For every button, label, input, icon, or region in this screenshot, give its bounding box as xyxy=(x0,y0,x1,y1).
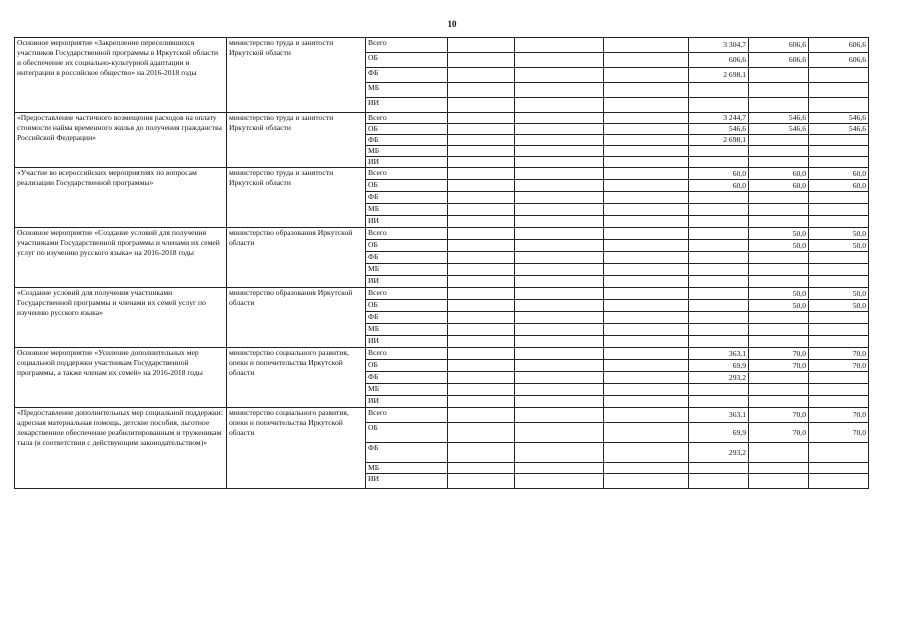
amount-cell: 606,6 xyxy=(749,53,809,68)
amount-cell xyxy=(689,83,749,98)
amount-cell xyxy=(809,252,869,264)
amount-cell xyxy=(809,98,869,113)
amount-cell xyxy=(749,157,809,168)
executor: министерство труда и занятости Иркутской области xyxy=(227,38,366,113)
funding-source: ИИ xyxy=(366,216,448,228)
amount-cell xyxy=(689,157,749,168)
amount-cell xyxy=(515,204,604,216)
amount-cell xyxy=(689,474,749,489)
amount-cell xyxy=(749,264,809,276)
amount-cell xyxy=(809,443,869,463)
amount-cell: 60,0 xyxy=(689,168,749,180)
amount-cell: 60,0 xyxy=(809,168,869,180)
measure-name: Основное мероприятие «Усиление дополнительных мер социальной поддержки участникам Государственной программы, а также членам их семей» на 2016-2018 годы xyxy=(15,348,227,408)
amount-cell xyxy=(604,157,689,168)
amount-cell xyxy=(689,384,749,396)
amount-cell xyxy=(749,216,809,228)
executor: министерство образования Иркутской области xyxy=(227,288,366,348)
amount-cell: 606,6 xyxy=(809,38,869,53)
amount-cell xyxy=(515,396,604,408)
amount-cell xyxy=(604,312,689,324)
amount-cell xyxy=(689,228,749,240)
amount-cell xyxy=(749,463,809,474)
amount-cell xyxy=(809,463,869,474)
amount-cell: 50,0 xyxy=(809,300,869,312)
amount-cell xyxy=(749,83,809,98)
table-row xyxy=(15,113,869,124)
amount-cell xyxy=(515,146,604,157)
funding-source: МБ xyxy=(366,324,448,336)
funding-source: ИИ xyxy=(366,474,448,489)
amount-cell xyxy=(809,396,869,408)
amount-cell xyxy=(689,463,749,474)
funding-source: МБ xyxy=(366,463,448,474)
amount-cell xyxy=(515,463,604,474)
amount-cell xyxy=(448,408,515,423)
amount-cell xyxy=(448,443,515,463)
amount-cell xyxy=(749,98,809,113)
amount-cell xyxy=(809,157,869,168)
amount-cell xyxy=(448,396,515,408)
amount-cell xyxy=(749,192,809,204)
amount-cell xyxy=(809,68,869,83)
amount-cell xyxy=(749,443,809,463)
amount-cell xyxy=(448,264,515,276)
funding-source: ИИ xyxy=(366,157,448,168)
amount-cell xyxy=(604,168,689,180)
amount-cell xyxy=(604,408,689,423)
amount-cell xyxy=(515,228,604,240)
funding-source: Всего xyxy=(366,288,448,300)
amount-cell xyxy=(604,336,689,348)
amount-cell: 606,6 xyxy=(749,38,809,53)
amount-cell: 70,0 xyxy=(749,408,809,423)
amount-cell xyxy=(448,228,515,240)
amount-cell xyxy=(604,423,689,443)
funding-source: МБ xyxy=(366,264,448,276)
amount-cell xyxy=(809,324,869,336)
amount-cell xyxy=(809,204,869,216)
amount-cell xyxy=(515,192,604,204)
amount-cell: 606,6 xyxy=(809,53,869,68)
amount-cell: 70,0 xyxy=(809,408,869,423)
amount-cell xyxy=(689,312,749,324)
executor: министерство социального развития, опеки и попечительства Иркутской области xyxy=(227,348,366,408)
amount-cell xyxy=(809,474,869,489)
amount-cell xyxy=(604,324,689,336)
funding-source: ФБ xyxy=(366,68,448,83)
funding-source: ФБ xyxy=(366,135,448,146)
amount-cell xyxy=(448,168,515,180)
amount-cell xyxy=(515,98,604,113)
amount-cell xyxy=(809,192,869,204)
amount-cell xyxy=(604,300,689,312)
amount-cell xyxy=(604,228,689,240)
measure-name: «Участие во всероссийских мероприятиях по вопросам реализации Государственной программы» xyxy=(15,168,227,228)
amount-cell: 70,0 xyxy=(749,423,809,443)
funding-source: Всего xyxy=(366,38,448,53)
amount-cell xyxy=(604,288,689,300)
amount-cell xyxy=(515,157,604,168)
amount-cell xyxy=(749,384,809,396)
amount-cell xyxy=(448,384,515,396)
amount-cell xyxy=(604,474,689,489)
amount-cell xyxy=(515,124,604,135)
measure-name: «Предоставление частичного возмещения расходов на оплату стоимости найма временного жилья до получения гражданства Российской Федерации» xyxy=(15,113,227,168)
amount-cell: 60,0 xyxy=(809,180,869,192)
amount-cell: 69,9 xyxy=(689,423,749,443)
amount-cell xyxy=(689,192,749,204)
amount-cell xyxy=(604,83,689,98)
amount-cell xyxy=(604,348,689,360)
funding-source: ОБ xyxy=(366,300,448,312)
amount-cell xyxy=(749,324,809,336)
amount-cell xyxy=(809,264,869,276)
amount-cell: 50,0 xyxy=(809,288,869,300)
executor: министерство труда и занятости Иркутской области xyxy=(227,168,366,228)
amount-cell xyxy=(604,113,689,124)
amount-cell xyxy=(749,204,809,216)
amount-cell xyxy=(448,360,515,372)
funding-source: МБ xyxy=(366,146,448,157)
amount-cell: 70,0 xyxy=(809,348,869,360)
amount-cell xyxy=(448,83,515,98)
amount-cell xyxy=(809,216,869,228)
funding-source: ОБ xyxy=(366,53,448,68)
budget-table xyxy=(14,37,869,489)
amount-cell xyxy=(515,180,604,192)
executor: министерство труда и занятости Иркутской области xyxy=(227,113,366,168)
amount-cell: 50,0 xyxy=(809,228,869,240)
amount-cell: 2 698,1 xyxy=(689,68,749,83)
funding-source: ФБ xyxy=(366,312,448,324)
amount-cell: 3 244,7 xyxy=(689,113,749,124)
amount-cell xyxy=(448,113,515,124)
amount-cell: 70,0 xyxy=(749,360,809,372)
funding-source: ИИ xyxy=(366,396,448,408)
amount-cell xyxy=(515,474,604,489)
amount-cell xyxy=(604,372,689,384)
amount-cell xyxy=(448,157,515,168)
amount-cell xyxy=(448,372,515,384)
amount-cell: 50,0 xyxy=(749,228,809,240)
table-row xyxy=(15,288,869,300)
funding-source: ИИ xyxy=(366,276,448,288)
amount-cell xyxy=(809,135,869,146)
amount-cell: 60,0 xyxy=(749,168,809,180)
amount-cell xyxy=(448,98,515,113)
executor: министерство образования Иркутской области xyxy=(227,228,366,288)
amount-cell xyxy=(604,180,689,192)
amount-cell xyxy=(809,276,869,288)
amount-cell xyxy=(604,276,689,288)
funding-source: Всего xyxy=(366,408,448,423)
amount-cell xyxy=(604,68,689,83)
funding-source: ФБ xyxy=(366,252,448,264)
amount-cell xyxy=(515,312,604,324)
amount-cell xyxy=(515,288,604,300)
amount-cell xyxy=(604,146,689,157)
amount-cell: 293,2 xyxy=(689,372,749,384)
amount-cell xyxy=(604,396,689,408)
amount-cell xyxy=(515,372,604,384)
amount-cell xyxy=(749,146,809,157)
amount-cell xyxy=(749,276,809,288)
amount-cell xyxy=(515,443,604,463)
funding-source: ОБ xyxy=(366,124,448,135)
amount-cell xyxy=(515,83,604,98)
amount-cell: 70,0 xyxy=(809,423,869,443)
funding-source: МБ xyxy=(366,204,448,216)
table-row xyxy=(15,228,869,240)
funding-source: ИИ xyxy=(366,98,448,113)
measure-name: Основное мероприятие «Создание условий для получения участниками Государственной программы и членами их семей услуг по изучению русского языка» на 2016-2018 годы xyxy=(15,228,227,288)
amount-cell xyxy=(515,113,604,124)
amount-cell xyxy=(515,276,604,288)
funding-source: МБ xyxy=(366,384,448,396)
amount-cell: 50,0 xyxy=(749,240,809,252)
funding-source: Всего xyxy=(366,348,448,360)
amount-cell: 606,6 xyxy=(689,53,749,68)
amount-cell xyxy=(689,336,749,348)
amount-cell xyxy=(809,146,869,157)
amount-cell xyxy=(448,252,515,264)
funding-source: ОБ xyxy=(366,240,448,252)
amount-cell xyxy=(604,216,689,228)
amount-cell: 69,9 xyxy=(689,360,749,372)
amount-cell: 60,0 xyxy=(689,180,749,192)
amount-cell: 70,0 xyxy=(809,360,869,372)
funding-source: ФБ xyxy=(366,372,448,384)
amount-cell xyxy=(515,216,604,228)
amount-cell xyxy=(604,360,689,372)
amount-cell xyxy=(448,135,515,146)
measure-name: «Создание условий для получения участниками Государственной программы и членами их семей услуг по изучению русского языка» xyxy=(15,288,227,348)
funding-source: МБ xyxy=(366,83,448,98)
amount-cell xyxy=(448,336,515,348)
amount-cell xyxy=(448,204,515,216)
amount-cell xyxy=(448,192,515,204)
measure-name: Основное мероприятие «Закрепление переселившихся участников Государственной программы в Иркутской области и обеспечение их социально-культурной адаптации и интеграции в российское общество» на 2016-2018 годы xyxy=(15,38,227,113)
amount-cell xyxy=(689,288,749,300)
amount-cell: 546,6 xyxy=(809,124,869,135)
amount-cell xyxy=(749,312,809,324)
amount-cell xyxy=(515,408,604,423)
amount-cell xyxy=(689,216,749,228)
funding-source: Всего xyxy=(366,113,448,124)
amount-cell: 50,0 xyxy=(749,300,809,312)
amount-cell xyxy=(448,312,515,324)
amount-cell xyxy=(515,264,604,276)
amount-cell xyxy=(749,68,809,83)
amount-cell xyxy=(515,324,604,336)
funding-source: ФБ xyxy=(366,192,448,204)
amount-cell xyxy=(749,474,809,489)
amount-cell xyxy=(749,336,809,348)
amount-cell xyxy=(809,312,869,324)
amount-cell xyxy=(604,124,689,135)
amount-cell xyxy=(689,98,749,113)
amount-cell: 70,0 xyxy=(749,348,809,360)
funding-source: Всего xyxy=(366,168,448,180)
amount-cell xyxy=(515,360,604,372)
amount-cell xyxy=(448,53,515,68)
amount-cell: 2 698,1 xyxy=(689,135,749,146)
amount-cell xyxy=(689,324,749,336)
amount-cell: 293,2 xyxy=(689,443,749,463)
amount-cell: 363,1 xyxy=(689,348,749,360)
amount-cell xyxy=(809,83,869,98)
amount-cell xyxy=(448,474,515,489)
funding-source: Всего xyxy=(366,228,448,240)
amount-cell xyxy=(448,288,515,300)
amount-cell: 546,6 xyxy=(749,113,809,124)
amount-cell xyxy=(448,300,515,312)
amount-cell xyxy=(604,240,689,252)
amount-cell xyxy=(749,396,809,408)
funding-source: ОБ xyxy=(366,360,448,372)
amount-cell xyxy=(515,38,604,53)
amount-cell xyxy=(515,240,604,252)
amount-cell xyxy=(604,53,689,68)
amount-cell xyxy=(749,135,809,146)
amount-cell xyxy=(515,336,604,348)
measure-name: «Предоставление дополнительных мер социальной поддержки: адресная материальная помощь, детские пособия, льготное лекарственное обеспечение реабилитированным и труженикам тыла (в соответствии с действующим законодательством)» xyxy=(15,408,227,489)
amount-cell xyxy=(515,252,604,264)
amount-cell xyxy=(604,135,689,146)
amount-cell: 546,6 xyxy=(689,124,749,135)
table-row xyxy=(15,168,869,180)
amount-cell xyxy=(448,423,515,443)
amount-cell: 546,6 xyxy=(749,124,809,135)
amount-cell xyxy=(604,384,689,396)
amount-cell xyxy=(448,180,515,192)
amount-cell xyxy=(689,264,749,276)
amount-cell xyxy=(515,68,604,83)
amount-cell xyxy=(448,216,515,228)
page-number: 10 xyxy=(447,19,457,29)
amount-cell xyxy=(448,348,515,360)
amount-cell: 60,0 xyxy=(749,180,809,192)
amount-cell xyxy=(689,396,749,408)
amount-cell xyxy=(604,252,689,264)
amount-cell xyxy=(809,336,869,348)
amount-cell xyxy=(448,146,515,157)
amount-cell xyxy=(604,463,689,474)
amount-cell xyxy=(515,168,604,180)
table-row xyxy=(15,408,869,423)
amount-cell xyxy=(689,204,749,216)
amount-cell xyxy=(809,384,869,396)
funding-source: ОБ xyxy=(366,423,448,443)
amount-cell xyxy=(515,300,604,312)
amount-cell xyxy=(604,443,689,463)
amount-cell xyxy=(448,240,515,252)
amount-cell xyxy=(689,276,749,288)
amount-cell xyxy=(689,240,749,252)
amount-cell xyxy=(604,264,689,276)
amount-cell xyxy=(448,276,515,288)
funding-source: ОБ xyxy=(366,180,448,192)
amount-cell xyxy=(448,324,515,336)
amount-cell xyxy=(515,135,604,146)
table-row xyxy=(15,38,869,53)
amount-cell xyxy=(749,372,809,384)
amount-cell: 546,6 xyxy=(809,113,869,124)
funding-source: ФБ xyxy=(366,443,448,463)
amount-cell xyxy=(604,192,689,204)
amount-cell xyxy=(448,38,515,53)
amount-cell xyxy=(689,300,749,312)
amount-cell xyxy=(515,384,604,396)
amount-cell xyxy=(809,372,869,384)
table-row xyxy=(15,348,869,360)
amount-cell xyxy=(448,68,515,83)
amount-cell xyxy=(515,423,604,443)
amount-cell xyxy=(689,252,749,264)
amount-cell: 363,1 xyxy=(689,408,749,423)
amount-cell xyxy=(604,38,689,53)
amount-cell xyxy=(515,53,604,68)
amount-cell xyxy=(749,252,809,264)
amount-cell xyxy=(604,204,689,216)
amount-cell: 3 304,7 xyxy=(689,38,749,53)
amount-cell xyxy=(689,146,749,157)
funding-source: ИИ xyxy=(366,336,448,348)
amount-cell xyxy=(448,124,515,135)
amount-cell xyxy=(515,348,604,360)
executor: министерство социального развития, опеки и попечительства Иркутской области xyxy=(227,408,366,489)
amount-cell xyxy=(448,463,515,474)
amount-cell: 50,0 xyxy=(749,288,809,300)
amount-cell: 50,0 xyxy=(809,240,869,252)
amount-cell xyxy=(604,98,689,113)
